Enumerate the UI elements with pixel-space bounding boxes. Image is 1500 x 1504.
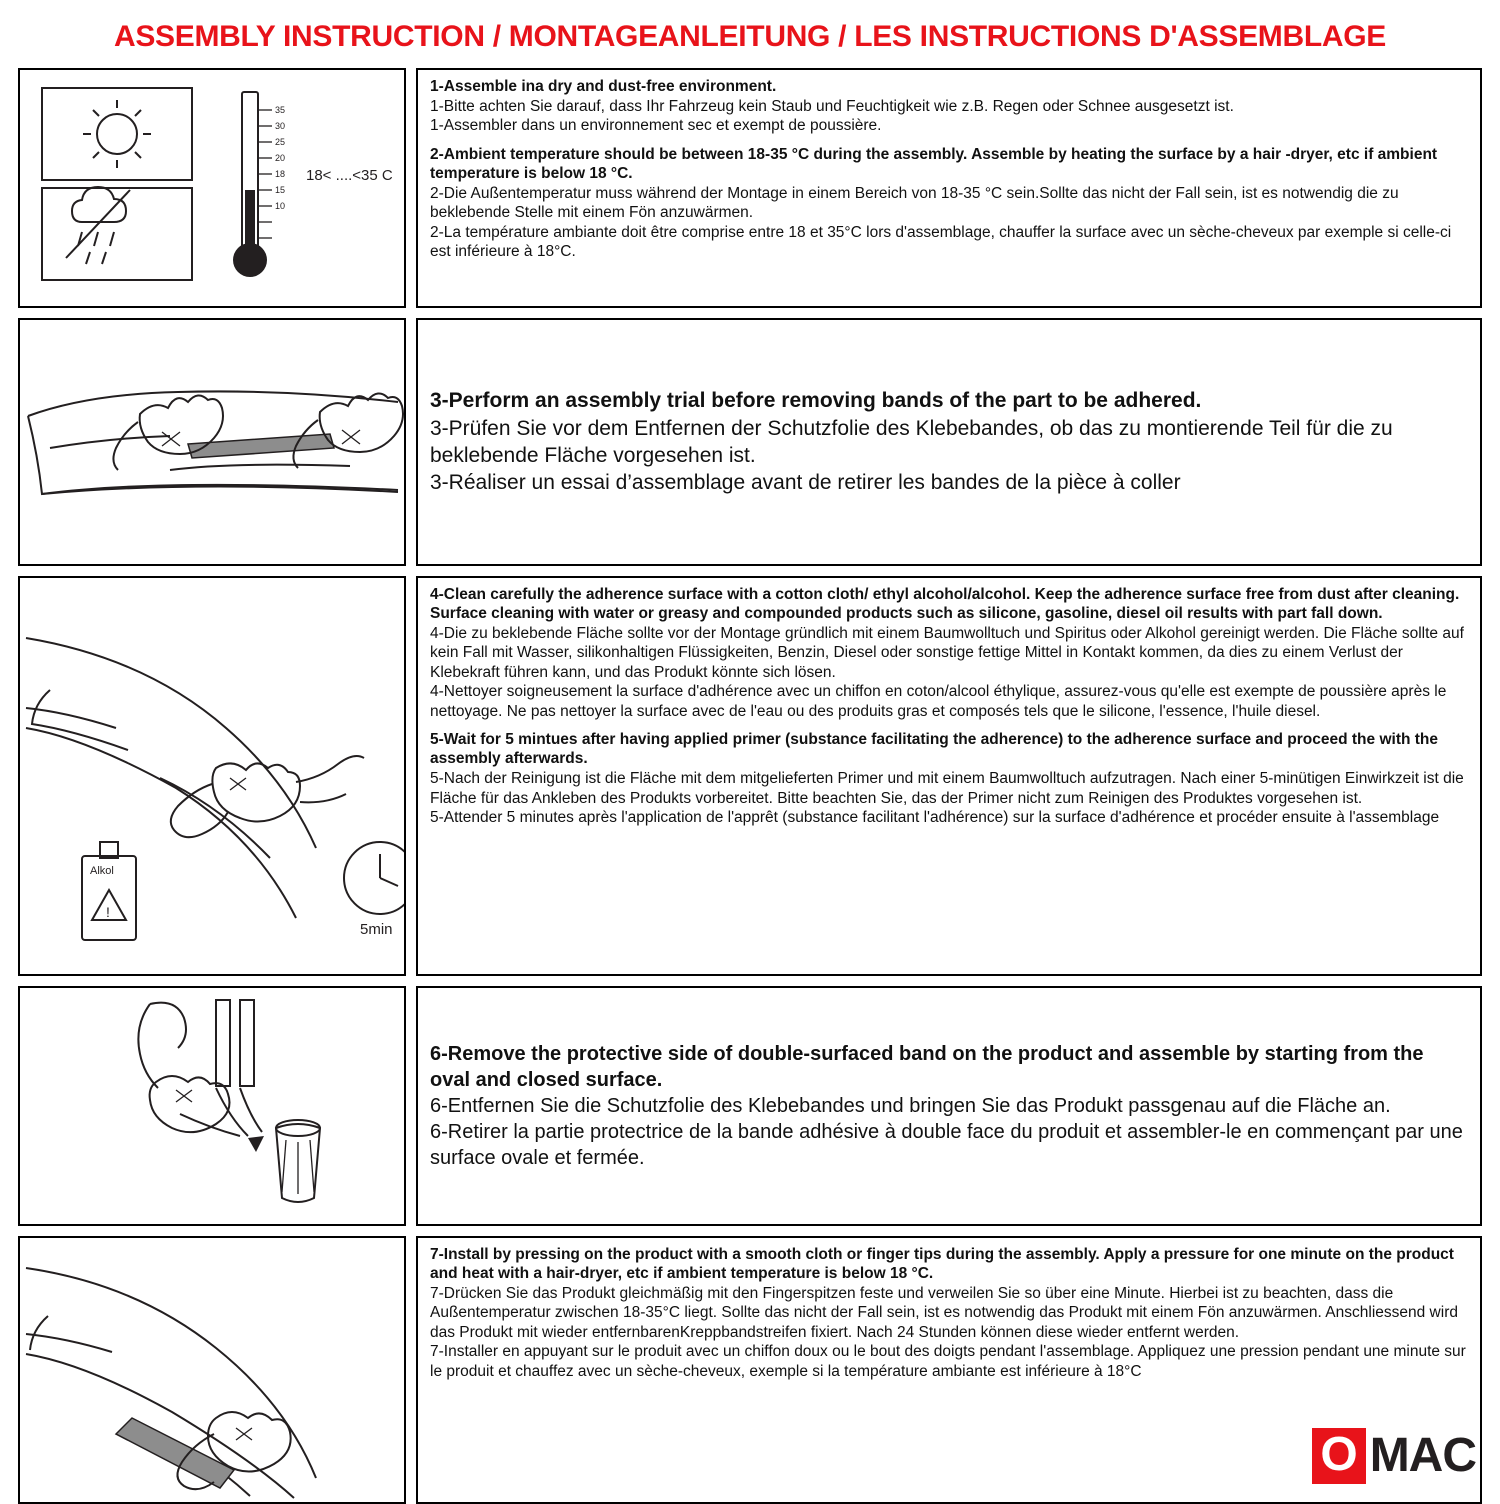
- step5-block-fr: 5-Attender 5 minutes après l'application de l'apprêt (substance facilitant l'adhérence) sur la surface d'adhérence et procéder ensuite à l'assemblage: [430, 809, 1440, 827]
- illustration-step4: [18, 576, 406, 976]
- svg-text:18: 18: [275, 169, 286, 179]
- instruction-row-2: [18, 318, 1482, 566]
- step1-block2-en: 2-Ambient temperature should be between 18-35 °C during the assembly. Assemble by heating the surface by a hair -dryer, etc if ambient temperature is below 18 °C.: [430, 145, 1438, 182]
- text-step4: [416, 576, 1482, 976]
- svg-text:10: 10: [275, 201, 286, 211]
- svg-text:20: 20: [275, 153, 286, 163]
- text-step1: [416, 68, 1482, 308]
- illustration-step3: [18, 318, 406, 566]
- step3-en: 3-Perform an assembly trial before removing bands of the part to be adhered.: [430, 389, 1202, 413]
- instruction-row-4: [18, 986, 1482, 1226]
- illustration-step6: [18, 986, 406, 1226]
- page-title: ASSEMBLY INSTRUCTION / MONTAGEANLEITUNG / LES INSTRUCTIONS D'ASSEMBLAGE: [113, 20, 1386, 53]
- step3-fr: 3-Réaliser un essai d’assemblage avant de retirer les bandes de la pièce à coller: [430, 471, 1181, 495]
- svg-text:35: 35: [275, 105, 286, 115]
- svg-text:!: !: [106, 904, 110, 920]
- step4-block1-en: 4-Clean carefully the adherence surface with a cotton cloth/ ethyl alcohol/alcohol. Keep the adherence surface free from dust after cleaning. Surface cleaning with water or greasy and compounded products such as silicone, gasoline, diesel oil results with part fall down.: [430, 586, 1460, 622]
- text-step3: [416, 318, 1482, 566]
- step1-block1-en: 1-Assemble ina dry and dust-free environment.: [430, 78, 777, 95]
- step4-block1-fr: 4-Nettoyer soigneusement la surface d'adhérence avec un chiffon en coton/alcool éthylique, assurez-vous qu'elle est exempte de poussière après le nettoyage. Ne pas nettoyer la surface avec de l'eau ou des produits gras et composés tels que le silicone, l'essence, l'huile diesel.: [430, 683, 1447, 720]
- omac-logo: [1312, 1428, 1476, 1484]
- instruction-row-1: [18, 68, 1482, 308]
- svg-text:30: 30: [275, 121, 286, 131]
- logo-mac: MAC: [1369, 1429, 1476, 1482]
- step7-en: 7-Install by pressing on the product with a smooth cloth or finger tips during the assembly. Apply a pressure for one minute on the product and heat with a hair-dryer, etc if ambient temperature is below 18 °C.: [430, 1246, 1454, 1282]
- hands-trial-fit-icon: [20, 320, 404, 564]
- step6-fr: 6-Retirer la partie protectrice de la bande adhésive à double face du produit et assembler-le en commençant par une surface ovale et fermée.: [430, 1121, 1463, 1169]
- clock-label: 5min: [360, 921, 393, 938]
- temperature-range-label: 18< ....<35 C: [306, 167, 393, 184]
- step3-de: 3-Prüfen Sie vor dem Entfernen der Schutzfolie des Klebebandes, ob das zu montierende Teil für die zu beklebende Fläche vorgesehen ist.: [430, 416, 1393, 467]
- instruction-row-3: [18, 576, 1482, 976]
- step1-block2-fr: 2-La température ambiante doit être comprise entre 18 et 35°C lors d'assemblage, chauffer la surface avec un sèche-cheveux par exemple si celle-ci est inférieure à 18°C.: [430, 223, 1452, 261]
- instruction-row-5: [18, 1236, 1482, 1504]
- illustration-step7: [18, 1236, 406, 1504]
- svg-text:Alkol: Alkol: [90, 865, 114, 877]
- step1-block1-de: 1-Bitte achten Sie darauf, dass Ihr Fahrzeug kein Staub und Feuchtigkeit wie z.B. Regen oder Schnee ausgesetzt ist.: [430, 97, 1234, 115]
- step4-block1-de: 4-Die zu beklebende Fläche sollte vor der Montage gründlich mit einem Baumwolltuch und Spiritus oder Alkohol gereinigt werden. Die Fläche sollte auf kein Fall mit Wasser, silikonhaltigen Flüssigkeiten, Benzin, Diesel oder sonstige fettige Mittel in Kontakt kommen, da dies zu einem Verlust der Klebekraft führen kann, und das Produkt könnte sich lösen.: [430, 624, 1464, 681]
- step7-fr: 7-Installer en appuyant sur le produit avec un chiffon doux ou le bout des doigts pendant l'assemblage. Appliquez une pression pendant une minute sur le produit et chauffez avec un sèche-cheveux, exemple si la température ambiante est inférieure à 18°C: [430, 1343, 1466, 1380]
- step1-block1-fr: 1-Assembler dans un environnement sec et exempt de poussière.: [430, 117, 882, 135]
- text-step6: [416, 986, 1482, 1226]
- step7-de: 7-Drücken Sie das Produkt gleichmäßig mit den Fingerspitzen feste und verweilen Sie so über eine Minute. Hierbei ist zu beachten, dass die Außentemperatur zwischen 18-35°C liegt. Sollte das nicht der Fall sein, ist es notwendig das Produkt mit einem Fön anzuwärmen. Anschliessend wird das Produkt mit wieder entfernbarenKreppbandstreifen fixiert. Nach 24 Stunden können diese wieder entfernt werden.: [430, 1284, 1458, 1341]
- step5-block-en: 5-Wait for 5 mintues after having applied primer (substance facilitating the adherence) to the adherence surface and proceed the with the assembly afterwards.: [430, 731, 1438, 768]
- svg-text:25: 25: [275, 137, 286, 147]
- press-product-icon: [20, 1238, 404, 1502]
- remove-band-to-bin-icon: [20, 988, 404, 1224]
- logo-o: O: [1312, 1428, 1365, 1484]
- instruction-rows: [18, 68, 1482, 1504]
- cleaning-surface-icon: [20, 578, 404, 974]
- sun-no-rain-thermometer-icon: [20, 70, 404, 306]
- step6-de: 6-Entfernen Sie die Schutzfolie des Klebebandes und bringen Sie das Produkt passgenau auf die Fläche an.: [430, 1095, 1391, 1117]
- step6-en: 6-Remove the protective side of double-surfaced band on the product and assemble by starting from the oval and closed surface.: [430, 1043, 1424, 1091]
- step1-block2-de: 2-Die Außentemperatur muss während der Montage in einem Bereich von 18-35 °C sein.Sollte das nicht der Fall sein, ist es notwendig die zu beklebende Stelle mit einem Fön anzuwärmen.: [430, 184, 1399, 222]
- step5-block-de: 5-Nach der Reinigung ist die Fläche mit dem mitgelieferten Primer und mit einem Baumwolltuch aufzutragen. Nach einer 5-minütigen Einwirkzeit ist die Fläche für das Ankleben des Produkts vorbereitet. Bitte beachten Sie, das der Primer nicht zum Reinigen des Produktes vorgesehen ist.: [430, 770, 1464, 807]
- svg-text:15: 15: [275, 185, 286, 195]
- illustration-step1: [18, 68, 406, 308]
